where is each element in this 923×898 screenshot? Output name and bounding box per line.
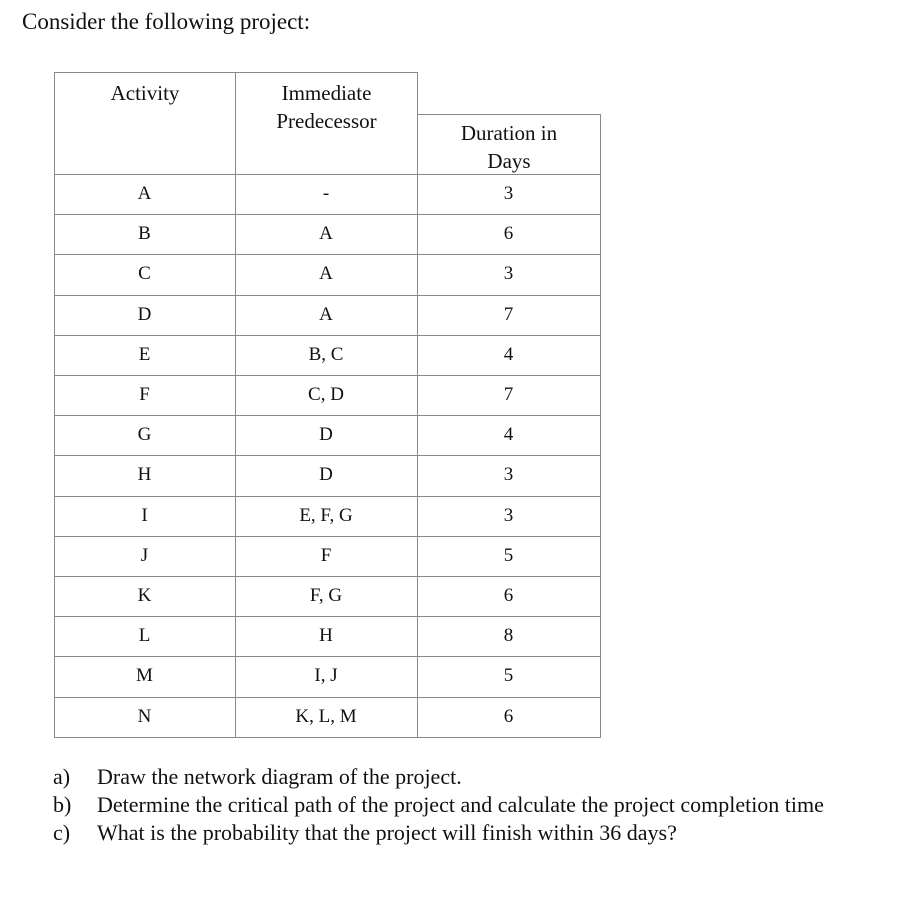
cell-predecessor: A [319, 223, 333, 245]
table-row-line [54, 455, 601, 456]
cell-predecessor: D [319, 424, 333, 446]
table-row-line [54, 576, 601, 577]
cell-duration: 8 [503, 625, 514, 647]
cell-predecessor: A [319, 263, 333, 285]
question-a-text: Draw the network diagram of the project. [97, 764, 462, 789]
cell-activity: N [137, 705, 152, 727]
cell-predecessor: H [319, 625, 333, 647]
table-row-line [54, 375, 601, 376]
cell-activity: E [138, 343, 151, 365]
cell-activity: D [137, 303, 152, 325]
cell-activity: C [138, 263, 151, 285]
cell-activity: A [137, 183, 152, 204]
cell-activity: I [141, 504, 148, 526]
cell-duration: 7 [503, 303, 514, 325]
table-row-line [54, 656, 601, 657]
intro-text: Consider the following project: [22, 9, 311, 34]
table-row-line [54, 536, 601, 537]
cell-activity: F [139, 384, 150, 405]
cell-duration: 7 [503, 384, 514, 405]
cell-activity: L [138, 625, 151, 647]
cell-duration: 3 [503, 263, 514, 285]
table-row-line [54, 616, 601, 617]
cell-duration: 4 [503, 424, 514, 446]
table-border-top [54, 72, 418, 73]
cell-activity: M [136, 665, 153, 687]
header-predecessor-line1: Immediate [281, 81, 372, 105]
cell-duration: 3 [503, 464, 514, 486]
cell-predecessor: I, J [314, 665, 338, 687]
table-row-line [54, 214, 601, 215]
cell-duration: 6 [503, 585, 514, 606]
cell-predecessor: C, D [308, 384, 344, 405]
table-vline-right [600, 114, 601, 738]
question-list [53, 763, 824, 847]
table-row-line [54, 254, 601, 255]
header-predecessor-line2: Predecessor [276, 109, 377, 133]
question-c-text: What is the probability that the project will finish within 36 days? [97, 820, 677, 845]
header-duration-line1: Duration in [460, 121, 558, 145]
cell-duration: 5 [503, 665, 514, 687]
cell-predecessor: B, C [308, 343, 344, 365]
cell-activity: B [138, 223, 151, 245]
question-c-mark: c) [53, 820, 71, 845]
table-row-line [54, 415, 601, 416]
header-duration-line2: Days [487, 149, 531, 173]
cell-duration: 4 [503, 343, 514, 365]
cell-predecessor: F [320, 544, 332, 566]
header-activity: Activity [110, 81, 180, 105]
cell-activity: H [137, 464, 152, 486]
question-b [53, 791, 824, 819]
question-c [53, 819, 824, 847]
table-row-line [54, 174, 601, 175]
question-b-text: Determine the critical path of the project and calculate the project completion time [97, 792, 824, 817]
question-a-mark: a) [53, 764, 71, 789]
cell-duration: 6 [503, 705, 514, 727]
cell-duration: 5 [503, 544, 514, 566]
cell-duration: 6 [503, 223, 514, 245]
table-row-line [54, 295, 601, 296]
cell-predecessor: E, F, G [299, 504, 353, 526]
cell-predecessor: D [319, 464, 333, 486]
table-row-line [54, 697, 601, 698]
cell-duration: 3 [503, 504, 514, 526]
cell-duration: 3 [503, 183, 514, 204]
table-row-line [54, 335, 601, 336]
cell-activity: K [137, 585, 152, 606]
cell-predecessor: - [322, 183, 330, 204]
table-row-line [54, 737, 601, 738]
table-row-line [54, 496, 601, 497]
cell-predecessor: F, G [309, 585, 343, 606]
cell-activity: G [137, 424, 152, 446]
question-a [53, 763, 824, 791]
cell-predecessor: A [319, 303, 333, 325]
question-b-mark: b) [53, 792, 72, 817]
cell-predecessor: K, L, M [295, 705, 357, 727]
cell-activity: J [140, 544, 149, 566]
table-border-top-duration [417, 114, 601, 115]
